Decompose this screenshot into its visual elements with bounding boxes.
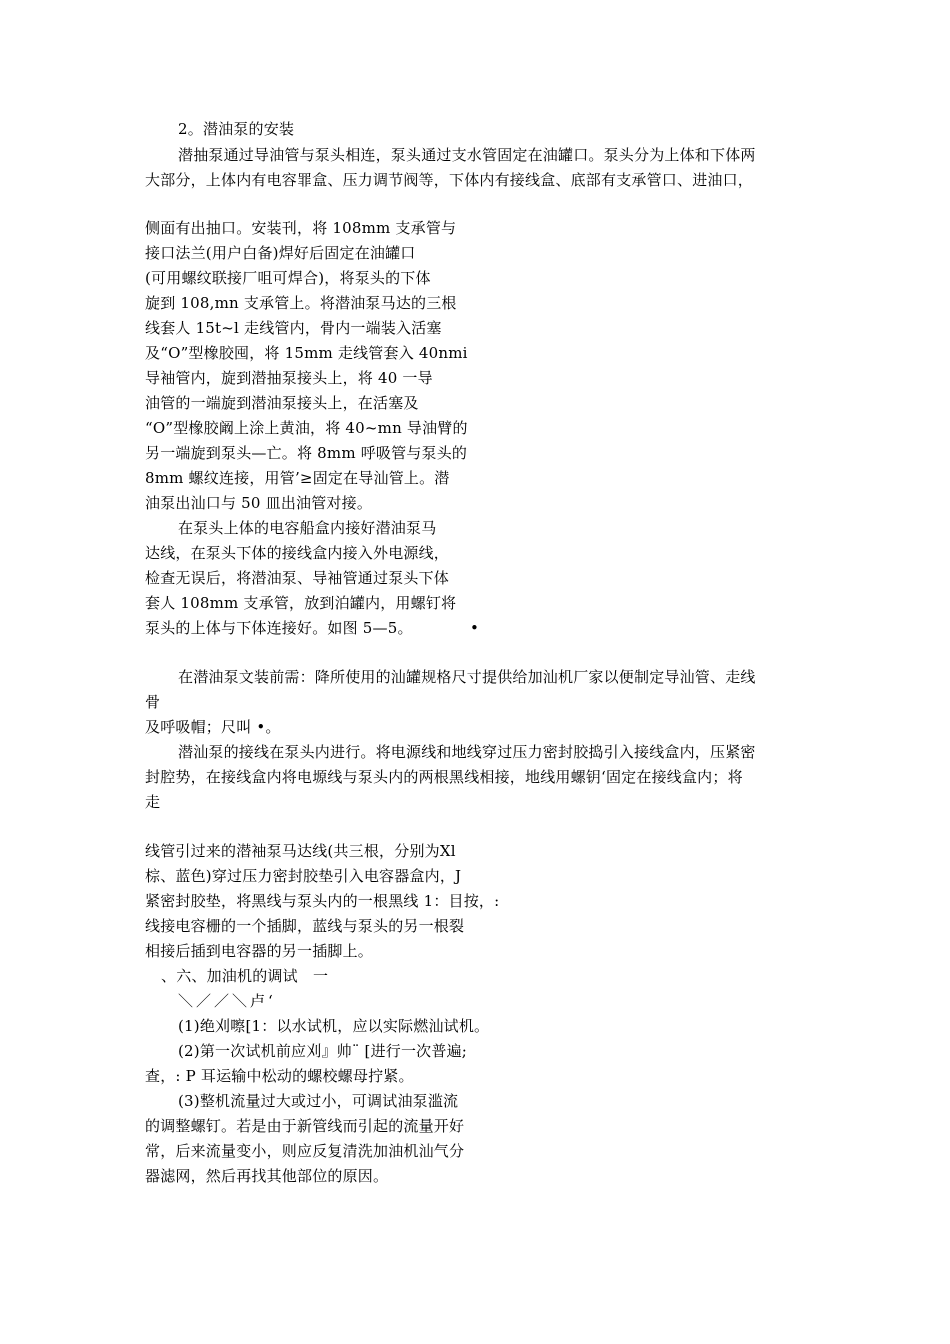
paragraph-line: 棕、蓝色)穿过压力密封胶垫引入电容器盒内，J xyxy=(145,867,462,885)
paragraph-line: 查，: P 耳运输中松动的螺校螺母拧紧。 xyxy=(145,1067,414,1085)
garbled-line: ＼／／＼卢‘ xyxy=(178,992,276,1010)
paragraph-line: 线套人 15t~l 走线管内，骨内一端装入活塞 xyxy=(145,319,442,337)
paragraph-line: 封腔势，在接线盒内将电塬线与泵头内的两根黑线相接，地线用螺钥‘固定在接线盒内；将 xyxy=(145,768,743,786)
paragraph-line: 导袖管内，旋到潜抽泵接头上，将 40 一导 xyxy=(145,369,433,387)
paragraph-line: 在泵头上体的电容船盒内接好潜油泵马 xyxy=(178,519,437,537)
paragraph-line: 8mm 螺纹连接，用管’≥固定在导汕管上。潜 xyxy=(145,469,450,487)
paragraph-line: 走 xyxy=(145,793,161,811)
section-heading: 、六、加油机的调试 一 xyxy=(161,967,329,985)
paragraph-line: 常，后来流量变小，则应反复清洗加油机汕气分 xyxy=(145,1142,465,1160)
paragraph-line: 在潜油泵文装前需：降所使用的汕罐规格尺寸提供给加汕机厂家以便制定导汕管、走线 xyxy=(178,668,756,686)
paragraph-line: 油泵出汕口与 50 皿出油管对接。 xyxy=(145,494,373,512)
paragraph-line: 达线，在泵头下体的接线盒内接入外电源线， xyxy=(145,544,450,562)
paragraph-line: 骨 xyxy=(145,693,161,711)
paragraph-line: 大部分，上体内有电容罪盒、压力调节阀等，下体内有接线盒、底部有支承管口、进油口， xyxy=(145,171,754,189)
stray-dot: • xyxy=(470,619,480,637)
paragraph-line: 油管的一端旋到潜油泵接头上，在活塞及 xyxy=(145,394,419,412)
paragraph-line: (可用螺纹联接厂咀可焊合)，将泵头的下体 xyxy=(145,269,431,287)
section-heading: 2。潜油泵的安装 xyxy=(178,120,295,138)
paragraph-line: 潜汕泵的接线在泵头内进行。将电源线和地线穿过压力密封胶捣引入接线盒内，压紧密 xyxy=(178,743,756,761)
paragraph-line: 旋到 108,mn 支承管上。将潜油泵马达的三根 xyxy=(145,294,457,312)
paragraph-line: 线管引过来的潜袖泵马达线(共三根，分别为Xl xyxy=(145,842,456,860)
paragraph-line: 侧面有出抽口。安装刊，将 108mm 支承管与 xyxy=(145,219,457,237)
paragraph-line: 器滤网，然后再找其他部位的原因。 xyxy=(145,1167,389,1185)
paragraph-line: 及呼吸帽；尺叫 •。 xyxy=(145,718,281,736)
paragraph-line: 相接后插到电容器的另一插脚上。 xyxy=(145,942,374,960)
paragraph-line: 潜抽泵通过导油管与泵头相连，泵头通过支水管固定在油罐口。泵头分为上体和下体两 xyxy=(178,146,756,164)
paragraph-line: (3)整机流量过大或过小，可调试油泵滥流 xyxy=(178,1092,459,1110)
paragraph-line: 及“O”型橡胶囤，将 15mm 走线管套入 40nmi xyxy=(145,344,468,362)
paragraph-line: 的调整螺钉。若是由于新管线而引起的流量开好 xyxy=(145,1117,465,1135)
paragraph-line: (2)第一次试机前应刈』帅¨ [进行一次普遍; xyxy=(178,1042,468,1060)
paragraph-line: 紧密封胶垫，将黑线与泵头内的一根黑线 1：目按，: xyxy=(145,892,500,910)
paragraph-line: 接口法兰(用户白备)焊好后固定在油罐口 xyxy=(145,244,416,262)
paragraph-line: “O”型橡胶阚上涂上黄油，将 40~mn 导油臂的 xyxy=(145,419,468,437)
paragraph-line: 泵头的上体与下体连接好。如图 5—5。 xyxy=(145,619,413,637)
paragraph-line: 线接电容栅的一个插脚，蓝线与泵头的另一根裂 xyxy=(145,917,465,935)
paragraph-line: (1)绝刈嚓[1：以水试机，应以实际燃汕试机。 xyxy=(178,1017,490,1035)
paragraph-line: 另一端旋到泵头—亡。将 8mm 呼吸管与泵头的 xyxy=(145,444,468,462)
paragraph-line: 套人 108mm 支承管，放到泊罐内，用螺钉将 xyxy=(145,594,457,612)
paragraph-line: 检查无误后，将潜油泵、导袖管通过泵头下体 xyxy=(145,569,450,587)
